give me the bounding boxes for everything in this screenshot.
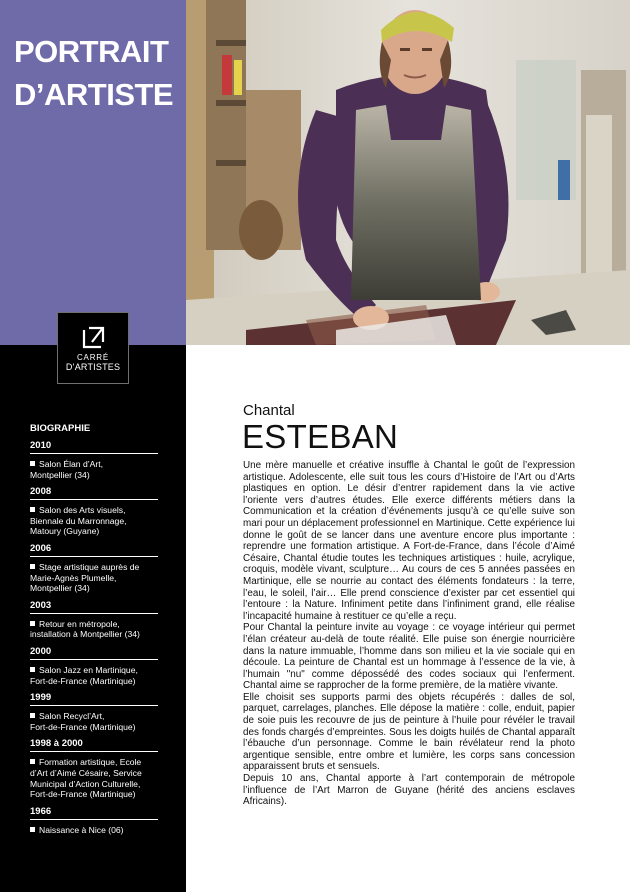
biography-year: 1999 <box>30 692 158 706</box>
biography-event-line: Salon des Arts visuels, <box>39 505 126 516</box>
biography-event <box>30 757 158 799</box>
biography-paragraph: Elle choisit ses supports parmi des objets récupérés : dalles de sol, parquet, carrelages, planches. Elle dépose la matière : colle, enduit, papier de soie puis les recouvre de jus de peinture à l’huile pour révéler le travail des fonds chargés d’empreintes. Sous les doigts huilés de Chantal apparaît l’ébauche d’un personnage. Comme le bain révélateur rend la photo argentique sensible, entre ombre et lumière, les corps sans concession apparaissent bruts et sensuels. <box>243 691 575 773</box>
biography <box>30 423 158 841</box>
biography-year: 2006 <box>30 543 158 557</box>
page-title-line-2: D’ARTISTE <box>14 77 174 112</box>
biography-event-line: Fort-de-France (Martinique) <box>30 789 136 800</box>
bullet-square-icon <box>30 507 35 512</box>
biography-event-line: Salon Recycl’Art, <box>39 711 105 722</box>
carre-dartistes-logo[interactable] <box>57 312 129 384</box>
biography-event-line: Fort-de-France (Martinique) <box>30 675 136 686</box>
bullet-square-icon <box>30 564 35 569</box>
page-title <box>14 30 179 116</box>
biography-paragraph: Depuis 10 ans, Chantal apporte à l’art contemporain de métropole l’influence de l’Art Marron de Guyane (hérité des anciens esclaves Africains). <box>243 773 575 808</box>
biography-event-line: Salon Jazz en Martinique, <box>39 664 138 675</box>
biography-event-line: Fort-de-France (Martinique) <box>30 721 136 732</box>
biography-event <box>30 505 158 537</box>
biography-year: 1966 <box>30 806 158 820</box>
artist-photo-icon <box>186 0 630 345</box>
bullet-square-icon <box>30 621 35 626</box>
artist-biography-text <box>243 460 575 808</box>
biography-event-line: d’Art d’Aimé Césaire, Service <box>30 767 142 778</box>
biography-event-line: Marie-Agnès Plumelle, <box>30 572 117 583</box>
biography-event-line: installation à Montpellier (34) <box>30 629 140 640</box>
biography-event-line: Montpellier (34) <box>30 583 90 594</box>
bullet-square-icon <box>30 667 35 672</box>
biography-paragraph: Une mère manuelle et créative insuffle à Chantal le goût de l’expression artistique. Adolescente, elle suit tous les cours d’Histoire de l’Art ou d’Arts plastiques en option. Le désir d’entrer rapidement dans la vie active l’oriente vers d’autres études. Elle exerce différents métiers dans la Communication et la création d’événements jusqu’à ce qu’elle suive son mari pour un déplacement professionnel en Martinique. Cette expérience lui donne le goût de se lancer dans une aventure encore plus importante : reprendre une formation artistique. A Fort-de-France, dans l’école d’Aimé Césaire, Chantal étudie toutes les techniques artistiques : huile, acrylique, croquis, modèle vivant, sculpture… Au cours de ces 5 années passées en Martinique, elle se nourrie au contact des éléments fondateurs : la terre, l’eau, le soleil, l’air… Elle prend conscience d’exister par cet essentiel qui l’entoure : la Nature. Infiniment petite dans l’infiniment grand, elle réalise l’incapacité humaine à restituer ce qu’elle a reçu. <box>243 460 575 622</box>
biography-event-line: Matoury (Guyane) <box>30 526 100 537</box>
biography-heading: BIOGRAPHIE <box>30 423 91 434</box>
biography-event <box>30 825 158 836</box>
biography-event-line: Stage artistique auprès de <box>39 561 140 572</box>
biography-year: 1998 à 2000 <box>30 738 158 752</box>
logo-line-1: CARRÉ <box>76 353 109 362</box>
biography-event-line: Naissance à Nice (06) <box>39 824 124 835</box>
biography-event-line: Municipal d’Action Culturelle, <box>30 778 141 789</box>
biography-year: 2000 <box>30 646 158 660</box>
artist-photo <box>186 0 630 345</box>
logo-line-2: D’ARTISTES <box>65 362 121 372</box>
biography-event <box>30 619 158 640</box>
biography-event <box>30 665 158 686</box>
biography-year: 2003 <box>30 600 158 614</box>
biography-event-line: Montpellier (34) <box>30 469 90 480</box>
frame-logo-icon <box>82 325 106 349</box>
biography-event-line: Salon Élan d’Art, <box>39 459 104 469</box>
biography-list <box>30 440 158 835</box>
biography-event-line: Biennale du Marronnage, <box>30 515 127 526</box>
bullet-square-icon <box>30 759 35 764</box>
artist-last-name: ESTEBAN <box>242 418 399 455</box>
biography-event <box>30 711 158 732</box>
bullet-square-icon <box>30 713 35 718</box>
biography-event <box>30 562 158 594</box>
biography-event-line: Retour en métropole, <box>39 618 120 629</box>
artist-first-name: Chantal <box>243 402 295 419</box>
bullet-square-icon <box>30 461 35 466</box>
page-title-line-1: PORTRAIT <box>14 34 169 69</box>
biography-event-line: Formation artistique, Ecole <box>39 757 142 768</box>
biography-year: 2008 <box>30 486 158 500</box>
bullet-square-icon <box>30 827 35 832</box>
biography-paragraph: Pour Chantal la peinture invite au voyage : ce voyage intérieur qui permet l’élan créateur au-delà de toute réalité. Elle puise son énergie nourricière dans la nature immuable, l’homme dans son milieu et la vie sociale qui en découle. La peinture de Chantal est un hommage à l’essence de la vie, à l’humain "nu" comme dépossédé des codes sociaux qui l’enferment. Chantal aime se rapprocher de la forme première, de la matière vivante. <box>243 622 575 692</box>
biography-event <box>30 459 158 480</box>
biography-year: 2010 <box>30 440 158 454</box>
